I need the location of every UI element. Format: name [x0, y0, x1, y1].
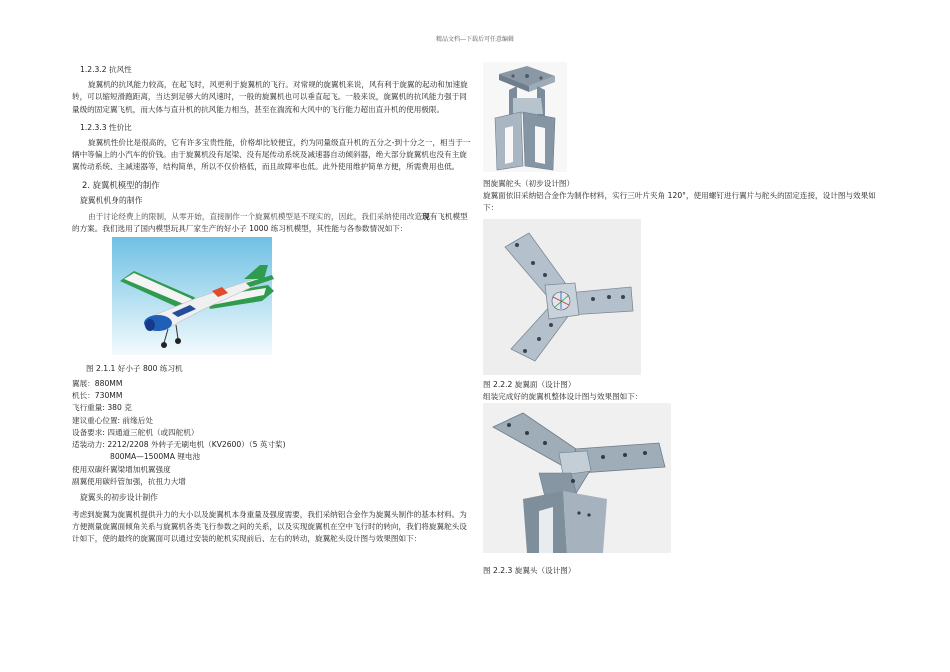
chapter-heading: 2. 旋翼机模型的制作 — [82, 179, 160, 190]
paragraph-blade: 旋翼面依旧采纳铝合金作为制作材料，实行三叶片夹角 120°，使用螺钉进行翼片与舵头的固定连接，设计图与效果如下： — [483, 191, 876, 213]
paragraph-wind: 旋翼机的抗风能力较高，在起飞时，风更利于旋翼机的飞行。对常规的旋翼机来说，风有利于旋翼的起动和加速旋转，可以缩短滑跑距离，当达到足够大的风速时，一般的旋翼机也可以垂直起飞。一般来说，旋翼机的抗风能力强于同量级的固定翼飞机，而大体与直升机的抗风能力相当，甚至在湍流和大风中的飞行能力超出直升机的使用极限。 — [72, 80, 468, 114]
paragraph-assembly: 组装完成好的旋翼机整体设计图与效果图如下： — [483, 391, 643, 401]
spec-item: 适装动力: 2212/2208 外转子无刷电机（KV2600）（5 英寸桨) — [72, 440, 286, 450]
spec-item: 使用双碳纤翼梁增加机翼强度 — [72, 464, 171, 474]
spec-item: 飞行重量: 380 克 — [72, 403, 132, 413]
paragraph-body-bold: 现 — [422, 212, 430, 222]
figure-caption-rotor-blade: 图 2.2.2 旋翼面（设计图） — [483, 379, 576, 389]
assembly-render — [483, 403, 671, 553]
paragraph-cost: 旋翼机性价比是很高的，它有许多宝贵性能，价格却比较便宜，约为同量级直升机的五分之-到十分之一，相当于一辆中等偏上的小汽车的价钱。由于旋翼机没有尾梁、没有尾传动系统及减速器自动倾斜器，绝大部分旋翼机也没有主旋翼传动系统、主减速器等，结构简单，所以不仅价格低，而且故障率也低。此外使用维护简单方便，所需费用也低。 — [72, 138, 471, 172]
spec-item: 机长：730MM — [72, 390, 123, 400]
subheading-body: 旋翼机机身的制作 — [80, 195, 143, 205]
figure-caption-assembly: 图 2.2.3 旋翼头（设计图） — [483, 566, 576, 576]
trainer-plane-image — [72, 235, 472, 357]
paragraph-body — [72, 211, 472, 235]
right-column — [483, 62, 883, 577]
section-heading-cost: 1.2.3.3 性价比 — [80, 122, 132, 132]
paragraph-rotor-head: 考虑到旋翼为旋翼机提供升力的大小以及旋翼机本身重量及强度需要，我们采纳铝合金作为旋翼头制作的基本材料。为方便测量旋翼面倾角关系与旋翼机各类飞行参数之间的关系，以及实现旋翼机在空中飞行时的转向，我们将旋翼舵头设计如下，使的最终的旋翼面可以通过安装的舵机实现前后、左右的转动，旋翼舵头设计图与效果图如下： — [72, 509, 467, 543]
spec-list — [72, 378, 472, 489]
spec-item: 800MA—1500MA 锂电池 — [110, 452, 201, 462]
spec-item: 设备要求: 四通道三舵机（或四舵机） — [72, 427, 199, 437]
spec-item: 副翼使用碳纤管加强，抗扭力大增 — [72, 477, 186, 487]
spec-item: 建议重心位置: 前缘后处 — [72, 415, 153, 425]
figure-caption-plane: 图 2.1.1 好小子 800 练习机 — [86, 364, 183, 374]
figure-caption-rotor-head: 图旋翼舵头（初步设计图） — [483, 179, 575, 188]
paragraph-body-rest: 有飞机模型的方案。我们选用了国内模型玩具厂家生产的好小子 1000 练习机模型，其性能与各参数情况如下： — [72, 212, 468, 234]
section-heading-wind: 1.2.3.2 抗风性 — [80, 65, 132, 74]
paragraph-body-serif: 由于讨论经费上的限制，从零开始，直接制作一个旋翼机模型是不现实的，因此，我们采纳使用改造 — [88, 212, 423, 222]
page-header: 精品文档---下载后可任意编辑 — [435, 36, 515, 43]
rotor-blade-render — [483, 219, 641, 375]
rotor-head-render — [483, 62, 567, 172]
spec-item: 翼展：880MM — [72, 378, 123, 388]
subheading-rotor-head: 旋翼头的初步设计制作 — [80, 493, 158, 503]
left-column — [72, 62, 472, 545]
